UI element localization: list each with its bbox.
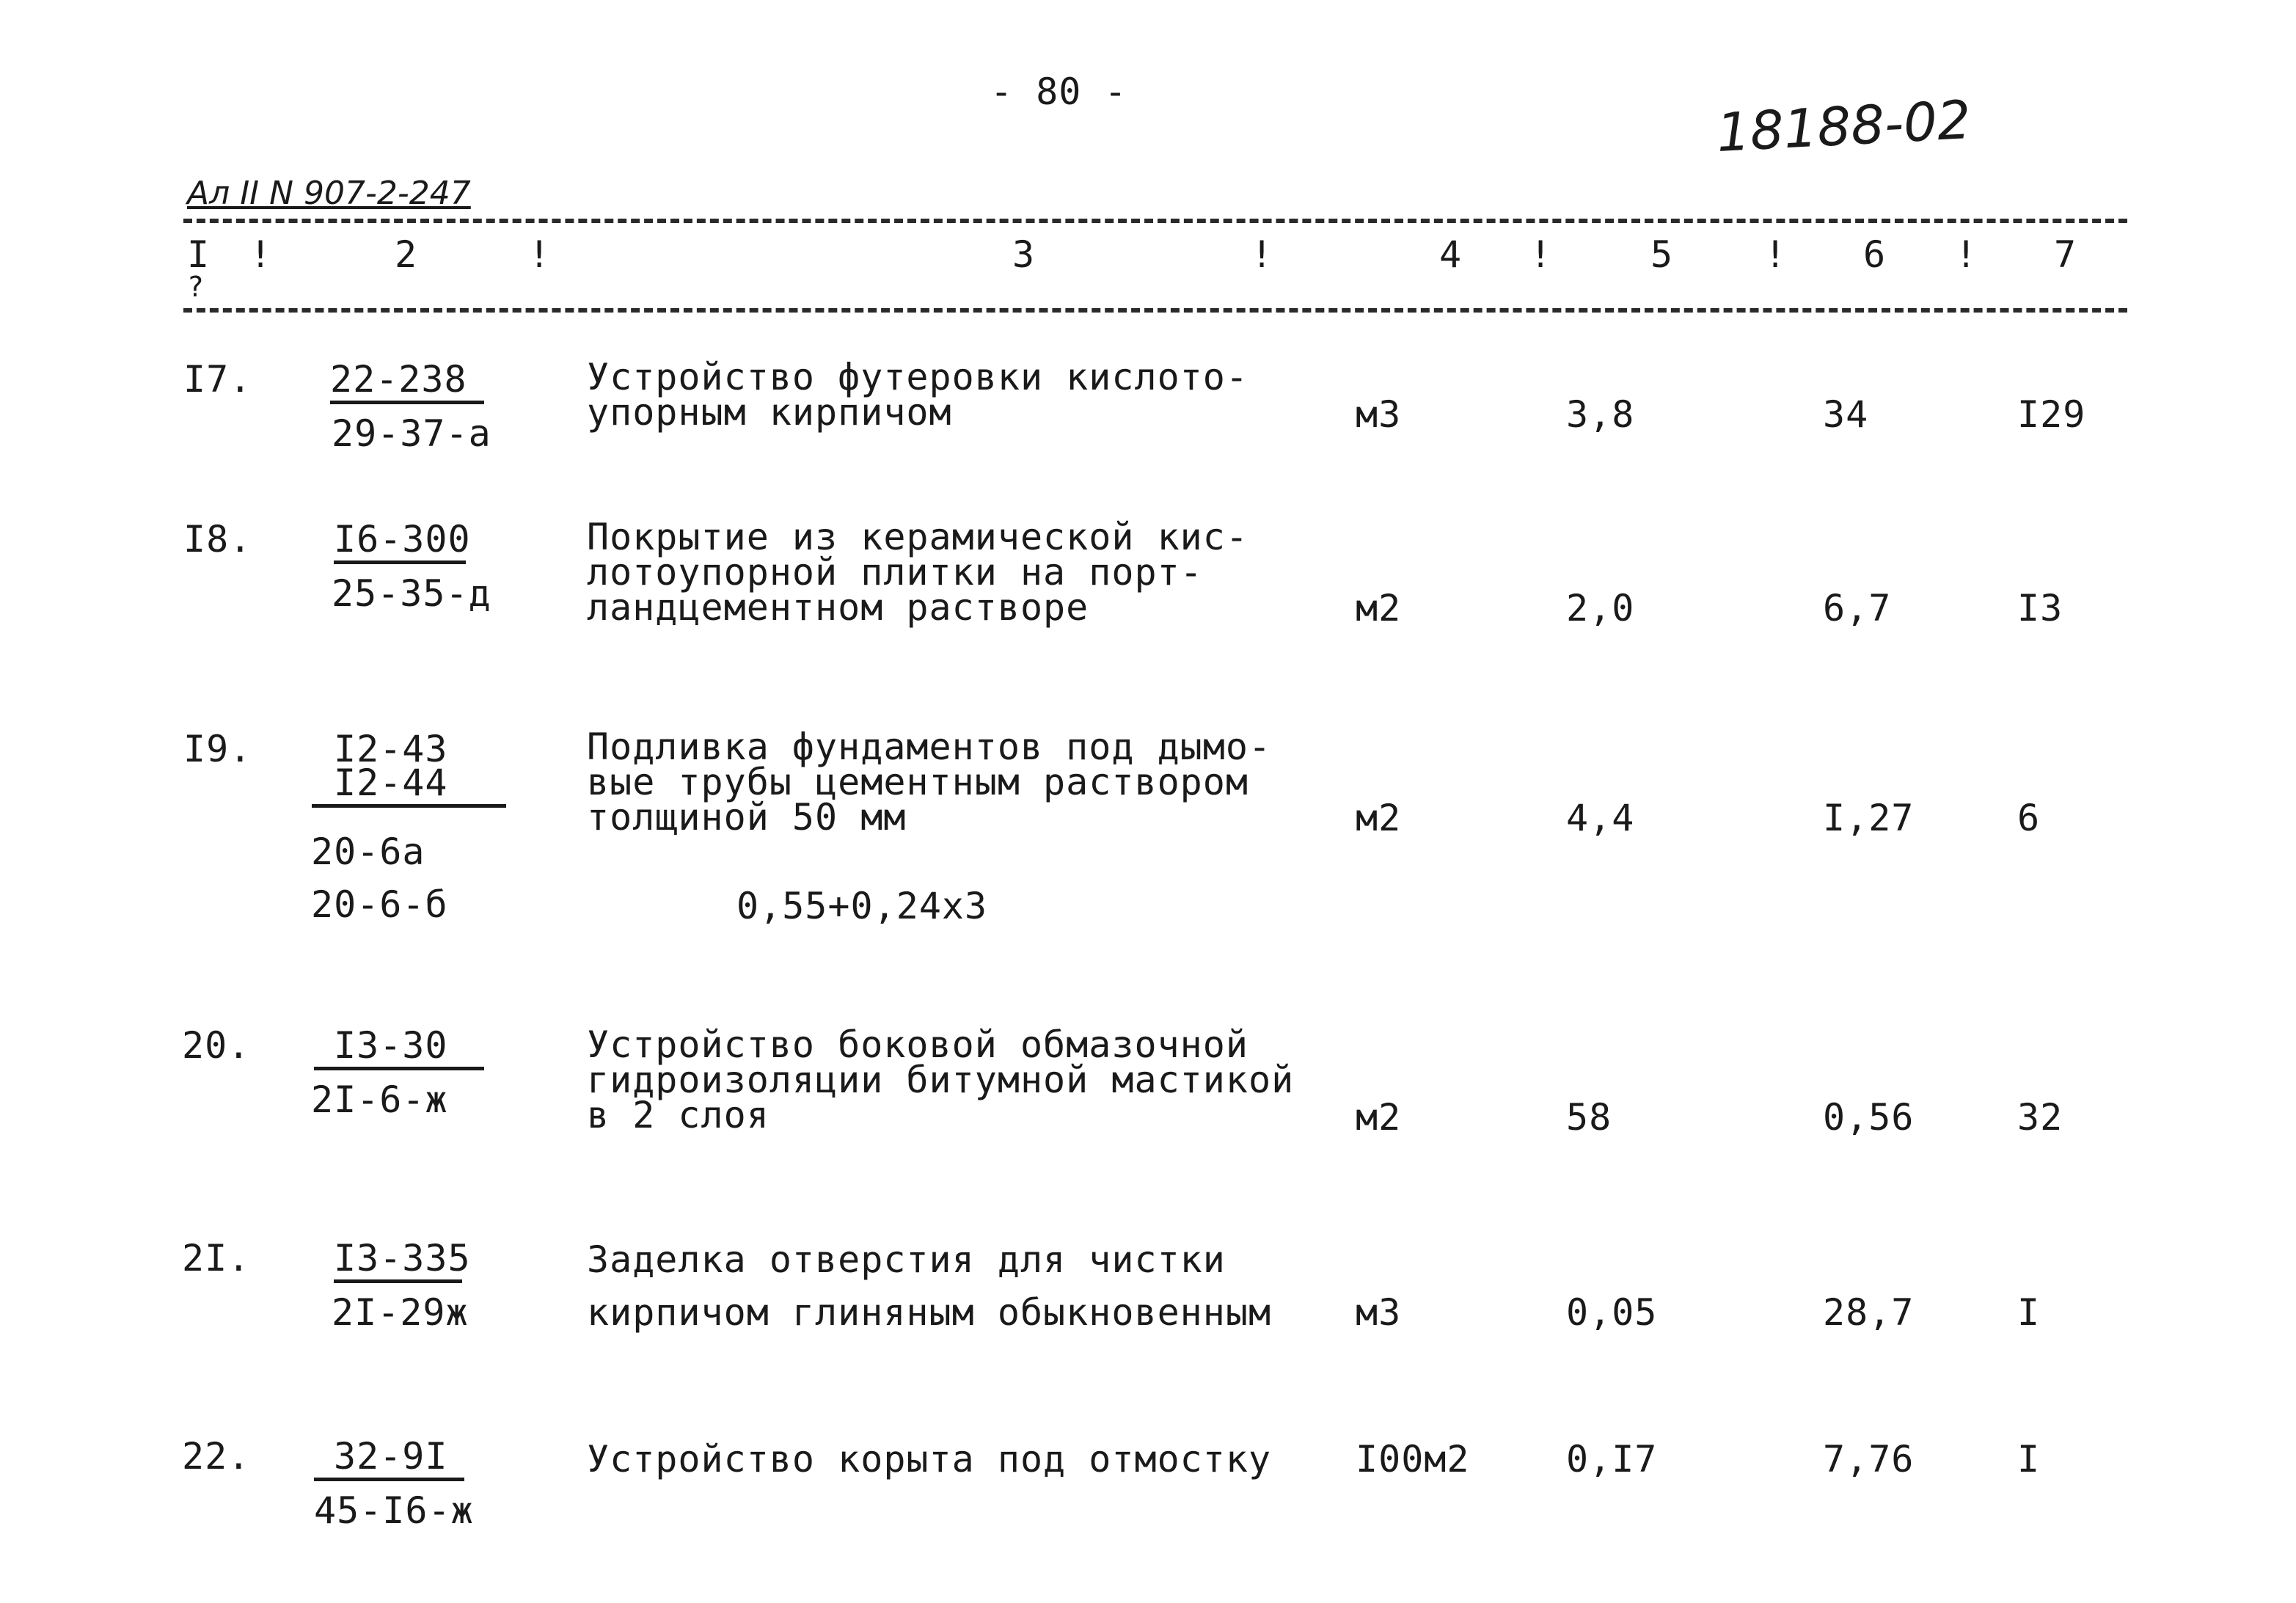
- row-number: 22.: [182, 1435, 251, 1478]
- row-number: I8.: [183, 518, 252, 560]
- unit: м3: [1356, 393, 1402, 436]
- album-reference: Ал II N 907-2-247: [187, 175, 471, 212]
- quantity: 58: [1566, 1096, 1612, 1139]
- unit: м2: [1356, 587, 1402, 629]
- column-1-number: I: [187, 233, 211, 276]
- quantity: 0,05: [1566, 1291, 1658, 1334]
- description-line: ландцементном растворе: [587, 586, 1089, 629]
- quantity: 3,8: [1566, 393, 1635, 436]
- row-number: I9.: [183, 728, 252, 770]
- unit: I00м2: [1356, 1438, 1470, 1480]
- norm-code: I2-43: [334, 728, 448, 770]
- description-line: Подливка фундаментов под дымо-: [587, 726, 1272, 768]
- description-line: Устройство футеровки кислото-: [587, 356, 1248, 398]
- unit-price: 28,7: [1823, 1291, 1915, 1334]
- row-number: 20.: [182, 1024, 251, 1067]
- description-line: лотоупорной плитки на порт-: [587, 551, 1203, 594]
- column-6-number: 6: [1863, 233, 1887, 276]
- price-code: 20-6а: [311, 830, 425, 873]
- price-code: 2I-6-ж: [311, 1078, 448, 1121]
- total: 6: [2017, 797, 2041, 839]
- unit: м2: [1356, 797, 1402, 839]
- quantity: 4,4: [1566, 797, 1635, 839]
- column-separator: !: [249, 233, 273, 276]
- column-5-number: 5: [1650, 233, 1674, 276]
- column-4-number: 4: [1439, 233, 1463, 276]
- description-line: гидроизоляции битумной мастикой: [587, 1059, 1295, 1101]
- price-code: 29-37-а: [332, 412, 491, 455]
- column-3-number: 3: [1012, 233, 1036, 276]
- price-code: 2I-29ж: [332, 1291, 469, 1334]
- header-top-rule: [183, 219, 2127, 223]
- norm-code: I3-30: [314, 1027, 484, 1070]
- description-line: в 2 слоя: [587, 1094, 769, 1136]
- norm-code: I6-300: [334, 521, 466, 564]
- quantity: 0,I7: [1566, 1438, 1658, 1480]
- unit-price: I,27: [1823, 797, 1915, 839]
- work-description: [587, 1023, 1295, 1136]
- column-separator: !: [528, 233, 552, 276]
- price-code: 20-6-б: [311, 883, 448, 926]
- work-description: [587, 726, 1272, 839]
- row-number: I7.: [183, 358, 252, 401]
- header-bottom-rule: [183, 308, 2127, 313]
- total: I3: [2017, 587, 2063, 629]
- unit-price: 34: [1823, 393, 1869, 436]
- unit-price: 7,76: [1823, 1438, 1915, 1480]
- norm-code-second: I2-44: [312, 764, 506, 808]
- quantity-formula: 0,55+0,24х3: [736, 885, 988, 927]
- document-code: 18188-02: [1715, 88, 1973, 164]
- page-number: - 80 -: [990, 70, 1127, 113]
- description-line: Покрытие из керамической кис-: [587, 516, 1248, 558]
- price-code: 45-I6-ж: [314, 1489, 474, 1532]
- description-line: Устройство корыта под отмостку: [587, 1438, 1272, 1480]
- norm-code: I3-335: [334, 1240, 462, 1283]
- unit: м2: [1356, 1096, 1402, 1139]
- column-1-mark: ?: [187, 271, 205, 303]
- quantity: 2,0: [1566, 587, 1635, 629]
- description-line: Устройство боковой обмазочной: [587, 1023, 1248, 1066]
- column-separator: !: [1529, 233, 1553, 276]
- price-code: 25-35-д: [332, 572, 491, 615]
- column-2-number: 2: [395, 233, 418, 276]
- column-separator: !: [1251, 233, 1274, 276]
- work-description: [587, 356, 1248, 434]
- unit: м3: [1356, 1291, 1402, 1334]
- column-separator: !: [1955, 233, 1978, 276]
- description-line: кирпичом глиняным обыкновенным: [587, 1291, 1272, 1334]
- description-line: толщиной 50 мм: [587, 796, 907, 839]
- row-number: 2I.: [182, 1237, 251, 1279]
- norm-code: 22-238: [330, 361, 484, 404]
- total: I: [2017, 1438, 2041, 1480]
- description-line: вые трубы цементным раствором: [587, 761, 1248, 803]
- description-line: Заделка отверстия для чистки: [587, 1238, 1226, 1281]
- unit-price: 0,56: [1823, 1096, 1915, 1139]
- total: I29: [2017, 393, 2086, 436]
- total: I: [2017, 1291, 2041, 1334]
- total: 32: [2017, 1096, 2063, 1139]
- unit-price: 6,7: [1823, 587, 1892, 629]
- norm-code: 32-9I: [314, 1438, 464, 1481]
- column-7-number: 7: [2054, 233, 2077, 276]
- work-description: [587, 516, 1248, 629]
- column-separator: !: [1764, 233, 1788, 276]
- description-line: упорным кирпичом: [587, 391, 952, 434]
